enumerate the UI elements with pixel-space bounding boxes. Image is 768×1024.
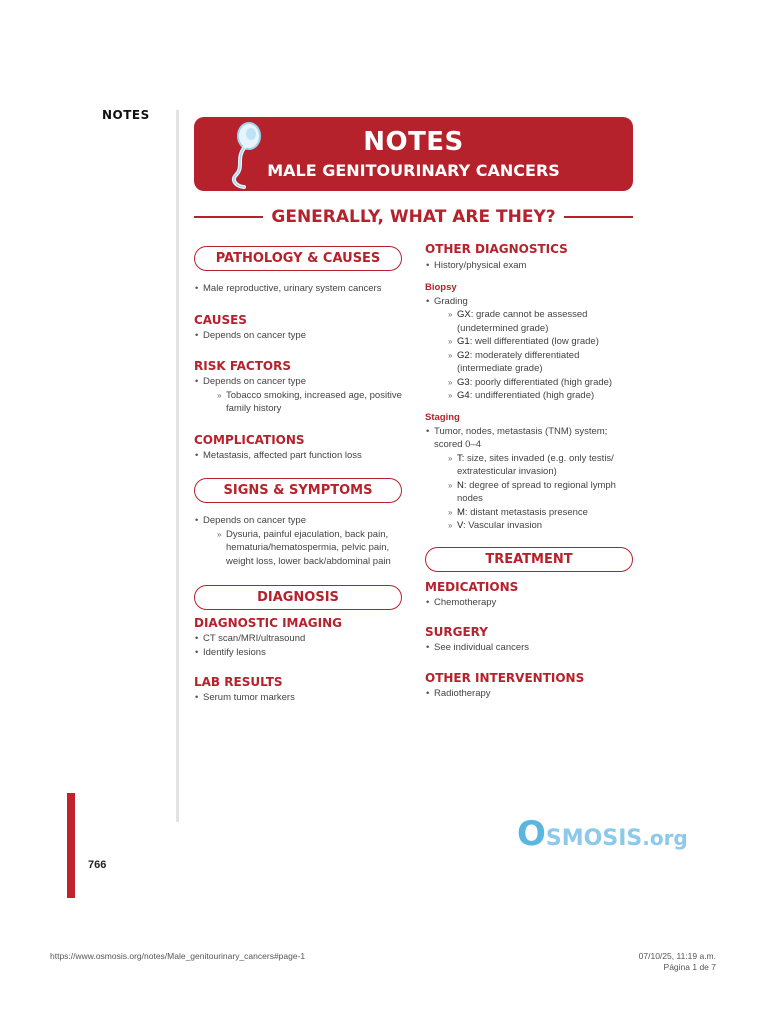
list-item [194,375,404,416]
grade-key: G2 [457,349,470,361]
heading-rule-left [194,216,263,218]
tnm-text: : distant metastasis presence [464,506,588,518]
grade-text: : undifferentiated (high grade) [469,390,595,401]
banner-title: NOTES [363,127,464,157]
grade-text: : grade cannot be assessed (undetermined grade) [457,309,588,334]
pathology-pill: PATHOLOGY & CAUSES [194,246,402,271]
sub-list [217,528,404,569]
list-item: • Serum tumor markers [194,691,404,705]
footer-meta [639,951,716,973]
staging-list [425,425,635,533]
grade-key: G4 [457,390,470,401]
other-diagnostics-heading: OTHER DIAGNOSTICS [425,242,568,256]
tnm-text: : size, sites invaded (e.g. only testis/ extratesticular invasion) [457,452,614,477]
biopsy-heading: Biopsy [425,281,457,293]
tnm-key: M [457,506,465,518]
grade-text: : moderately differentiated (intermediate grade) [457,349,580,374]
right-column [425,242,635,700]
sub-list [217,389,404,416]
list-item: • Metastasis, affected part function loss [194,449,404,463]
list-item-text: Tumor, nodes, metastasis (TNM) system; scored 0–4 [434,425,608,450]
signs-symptoms-pill: SIGNS & SYMPTOMS [194,478,402,503]
banner-subtitle: MALE GENITOURINARY CANCERS [267,161,560,180]
treatment-pill: TREATMENT [425,547,633,572]
risk-factors-list [194,375,404,416]
grade-text: : well differentiated (low grade) [469,336,599,347]
list-item: • CT scan/MRI/ultrasound [194,632,404,646]
other-interventions-list [425,687,635,701]
surgery-list [425,641,635,655]
list-item: • Radiotherapy [425,687,635,701]
diagnostic-imaging-list [194,632,404,659]
logo-o: O [517,814,546,854]
tnm-key: T [457,452,462,464]
list-item: • Chemotherapy [425,596,635,610]
diagnostic-imaging-heading: DIAGNOSTIC IMAGING [194,616,342,630]
logo-tld: .org [642,826,688,850]
side-notes-label: NOTES [102,108,150,122]
list-item: • Identify lesions [194,646,404,660]
tnm-list [448,452,635,533]
list-item-text: Depends on cancer type [203,515,306,526]
tnm-item [448,519,635,533]
footer-datetime: 07/10/25, 11:19 a.m. [638,951,716,961]
grade-text: : poorly differentiated (high grade) [469,376,613,388]
causes-heading: CAUSES [194,312,247,327]
list-item: • See individual cancers [425,641,635,655]
left-column [194,246,404,705]
surgery-heading: SURGERY [425,625,488,639]
lab-results-heading: LAB RESULTS [194,675,283,689]
sub-list-item: » Tobacco smoking, increased age, positive family history [217,389,404,416]
tnm-item [448,506,635,520]
grade-key: G3 [457,376,470,388]
gutter-divider [176,110,179,822]
staging-heading: Staging [425,411,460,423]
diagnosis-pill: DIAGNOSIS [194,585,402,610]
list-item-text: Depends on cancer type [203,376,306,387]
list-item: • Male reproductive, urinary system cancers [194,282,404,296]
list-item [194,514,404,568]
page-number: 766 [88,859,107,871]
tnm-item [448,452,635,479]
osmosis-logo [517,814,688,854]
list-item: • History/physical exam [425,259,635,273]
page-accent-bar [67,793,75,898]
tnm-text: : degree of spread to regional lymph nodes [457,479,616,504]
sub-list-item: » Dysuria, painful ejaculation, back pain, hematuria/hematospermia, pelvic pain, weight loss, lower back/abdominal pain [217,528,404,569]
complications-list [194,449,404,463]
logo-wordmark: SMOSIS [545,826,643,851]
grade-item [448,335,635,349]
medications-heading: MEDICATIONS [425,579,519,594]
footer-url: https://www.osmosis.org/notes/Male_genitourinary_cancers#page-1 [50,951,306,961]
other-diagnostics-list [425,259,635,273]
lab-results-list [194,691,404,705]
list-item [425,295,635,403]
footer-page: Página 1 de 7 [663,962,716,972]
title-banner [194,117,633,191]
complications-heading: COMPLICATIONS [194,432,305,447]
other-interventions-heading: OTHER INTERVENTIONS [425,670,585,685]
medications-list [425,596,635,610]
signs-list [194,514,404,568]
pathology-list [194,282,404,296]
biopsy-list [425,295,635,403]
list-item-text: Grading [434,295,468,307]
causes-list [194,329,404,343]
section-heading-text: GENERALLY, WHAT ARE THEY? [271,207,556,227]
list-item: • Depends on cancer type [194,329,404,343]
heading-rule-right [564,216,633,218]
grade-item [448,308,635,335]
tnm-item [448,479,635,506]
grade-list [448,308,635,403]
grade-item [448,389,635,403]
risk-factors-heading: RISK FACTORS [194,359,292,373]
grade-item [448,376,635,390]
grade-item [448,349,635,376]
grade-key: G1 [457,336,470,347]
tnm-key: V [457,520,463,531]
tnm-text: : Vascular invasion [462,520,543,531]
grade-key: GX [457,309,471,320]
list-item [425,425,635,533]
tnm-key: N [457,479,464,491]
section-heading [194,207,633,227]
